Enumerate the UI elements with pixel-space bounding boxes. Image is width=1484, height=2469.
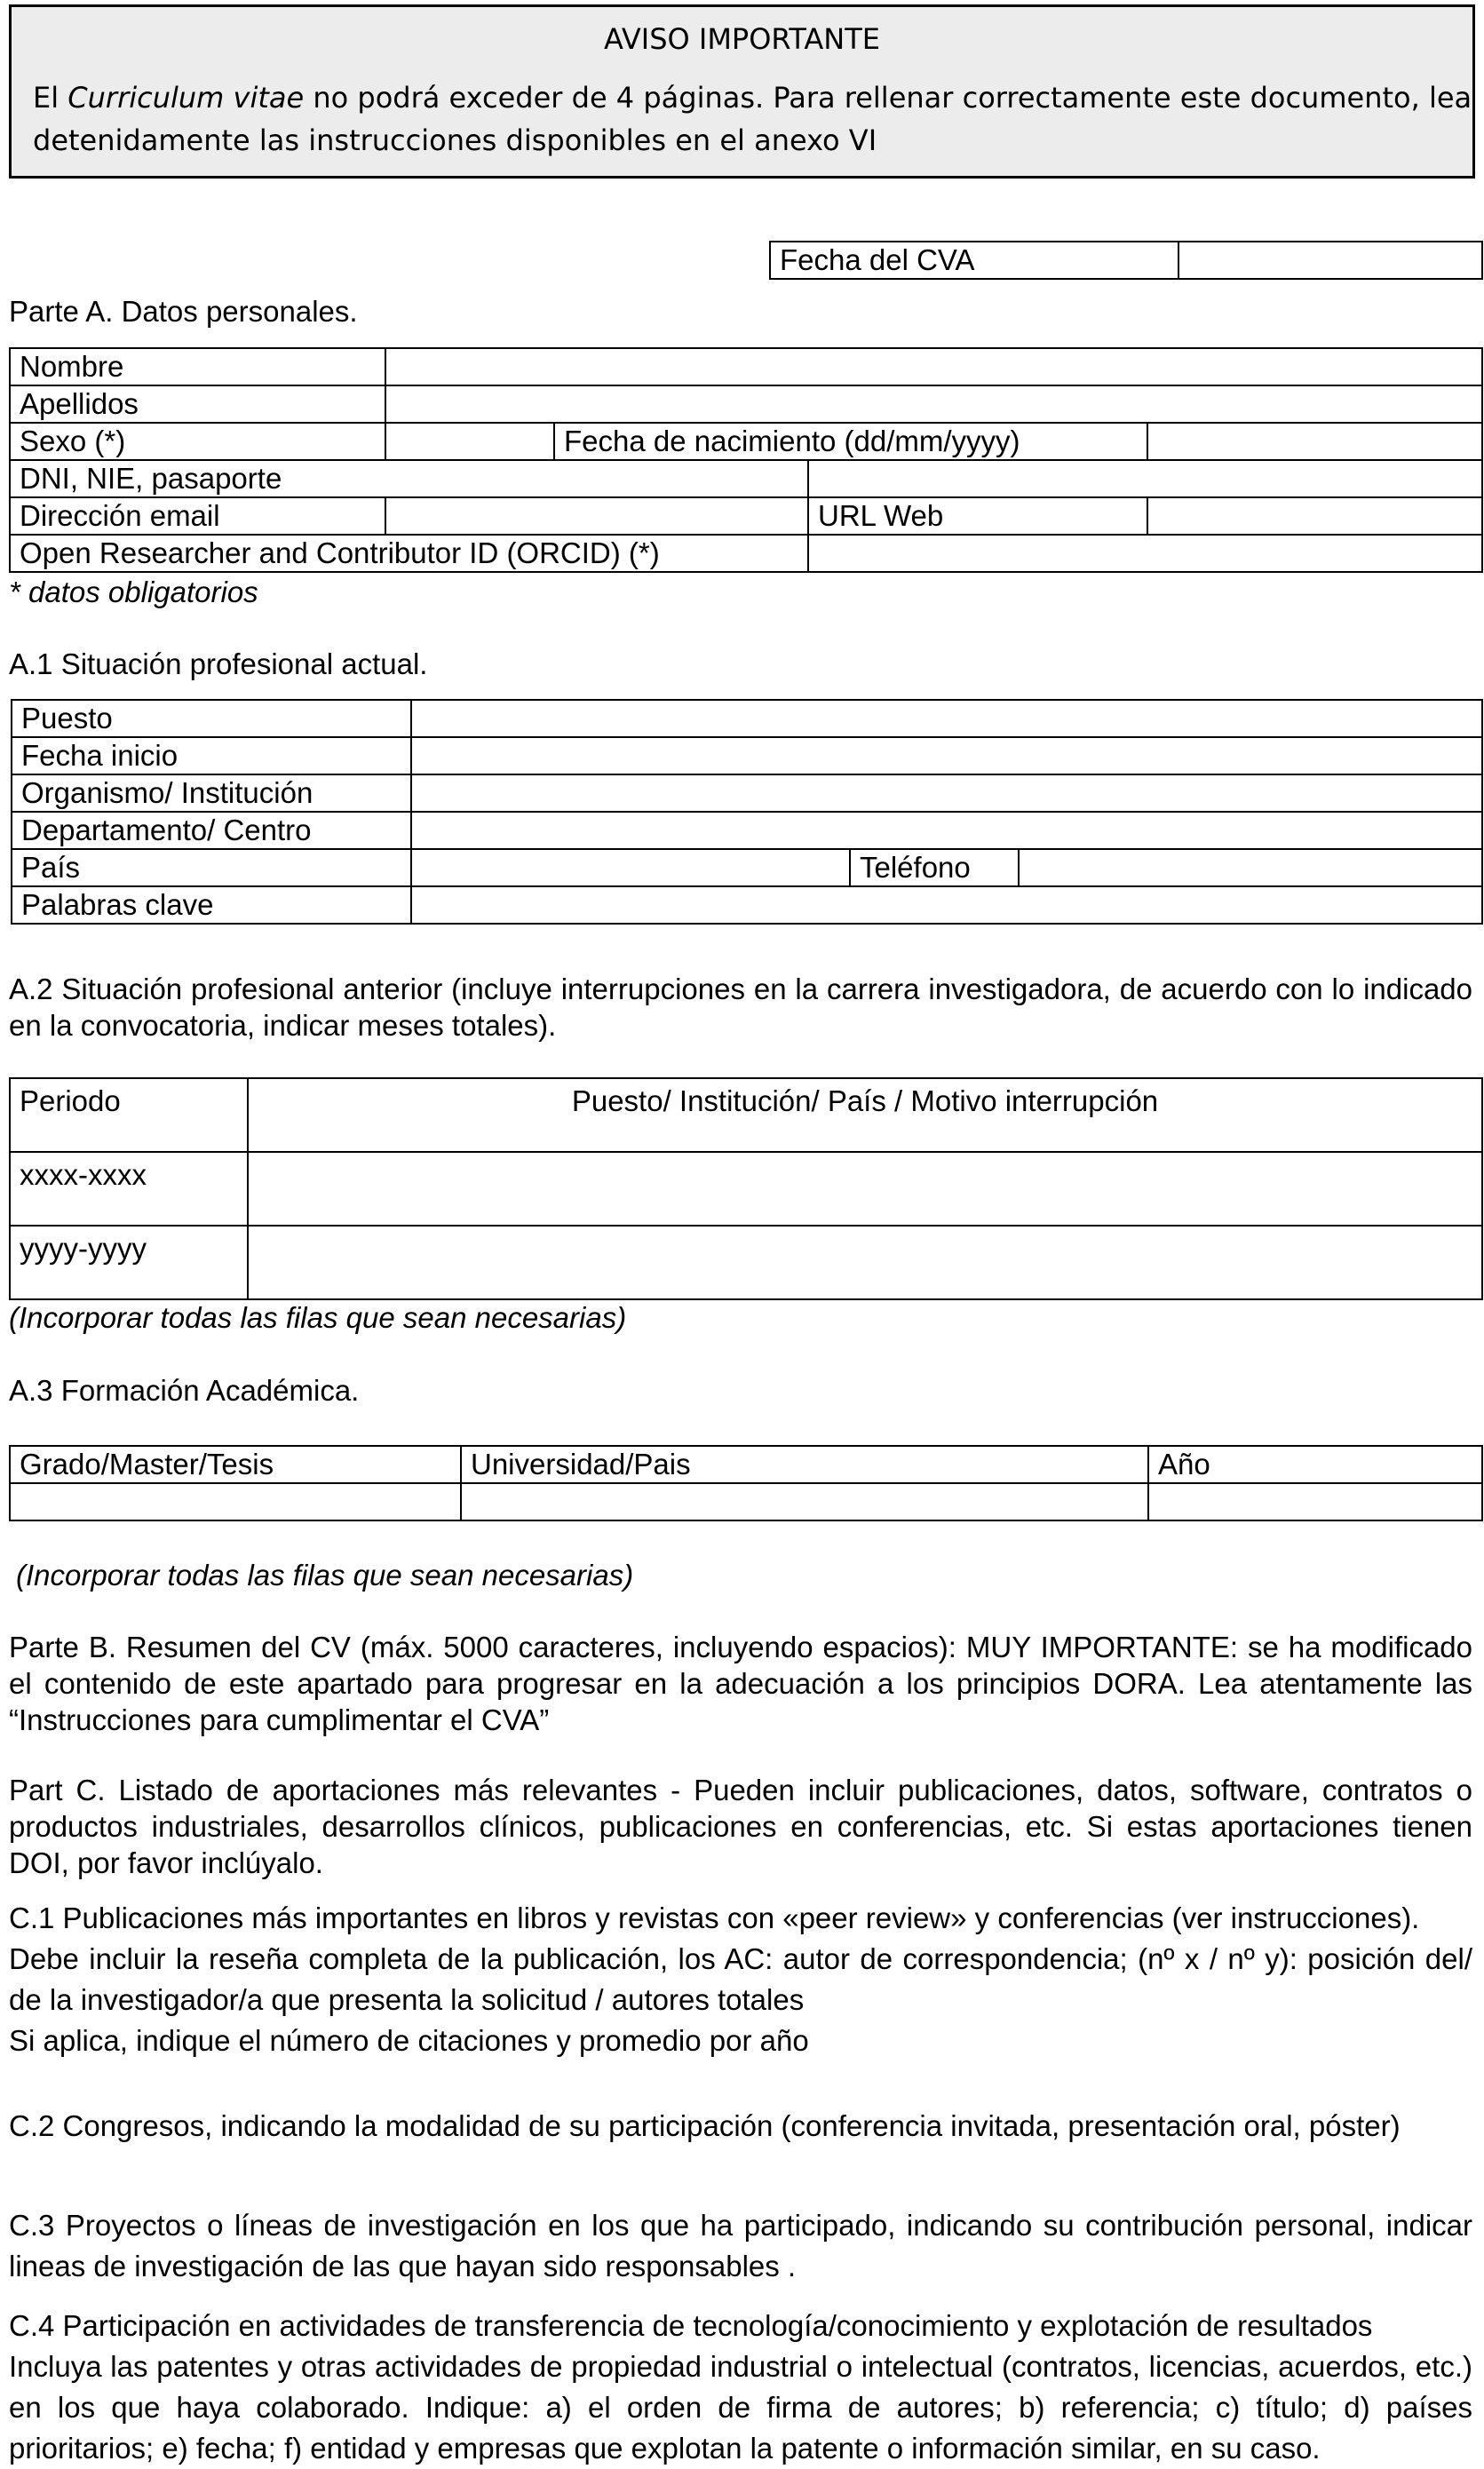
apellidos-label: Apellidos (10, 385, 385, 423)
part-a-heading: Parte A. Datos personales. (9, 295, 358, 328)
orcid-label: Open Researcher and Contributor ID (ORCID) (*) (10, 535, 808, 572)
email-label: Dirección email (10, 497, 385, 535)
periodo-cell[interactable]: xxxx-xxxx (10, 1152, 248, 1226)
c4-title: C.4 Participación en actividades de transferencia de tecnología/conocimiento y explotación de resultados (9, 2309, 1373, 2342)
a3-note: (Incorporar todas las filas que sean necesarias) (16, 1559, 634, 1592)
universidad-header: Universidad/Pais (461, 1446, 1148, 1483)
pais-input[interactable] (411, 849, 850, 886)
notice-text: El (33, 81, 68, 115)
c1-title: C.1 Publicaciones más importantes en libros y revistas con «peer review» y conferencias (ver instrucciones). (9, 1901, 1420, 1934)
notice-box (9, 4, 1475, 179)
sexo-input[interactable] (385, 423, 554, 460)
palabras-clave-input[interactable] (411, 886, 1482, 924)
required-note: * datos obligatorios (9, 576, 258, 608)
fecha-inicio-input[interactable] (411, 737, 1482, 774)
personal-data-table (9, 347, 1483, 573)
nombre-label: Nombre (10, 348, 385, 385)
url-input[interactable] (1147, 497, 1482, 535)
telefono-input[interactable] (1019, 849, 1482, 886)
email-input[interactable] (385, 497, 808, 535)
nombre-input[interactable] (385, 348, 1482, 385)
fecha-nacimiento-input[interactable] (1147, 423, 1482, 460)
anio-cell[interactable] (1148, 1483, 1482, 1520)
dni-label: DNI, NIE, pasaporte (10, 460, 808, 497)
part-c-text: Part C. Listado de aportaciones más relevantes - Pueden incluir publicaciones, datos, software, contratos o productos industriales, desarrollos clínicos, publicaciones en conferencias, etc. Si estas aportaciones tienen DOI, por favor inclúyalo. (9, 1774, 1472, 1879)
fecha-inicio-label: Fecha inicio (12, 737, 411, 774)
puesto-input[interactable] (411, 700, 1482, 737)
c3-text: C.3 Proyectos o líneas de investigación en los que ha participado, indicando su contribución personal, indicar lineas de investigación de las que hayan sido responsables . (9, 2209, 1472, 2282)
part-b-text: Parte B. Resumen del CV (máx. 5000 caracteres, incluyendo espacios): MUY IMPORTANTE: se ha modificado el contenido de este apartado para progresar en la adecuación a los principios DORA. Lea atentamente las “Instrucciones para cumplimentar el CVA” (9, 1631, 1472, 1736)
telefono-label: Teléfono (850, 849, 1019, 886)
puesto-cell[interactable] (248, 1152, 1482, 1226)
c1-citations: Si aplica, indique el número de citaciones y promedio por año (9, 2024, 809, 2057)
c1-instructions: Debe incluir la reseña completa de la publicación, los AC: autor de correspondencia; (nº x / nº y): posición del/ de la investigador/a que presenta la solicitud / autores totales (9, 1942, 1472, 2016)
departamento-input[interactable] (411, 812, 1482, 849)
a2-table (9, 1077, 1483, 1300)
organismo-input[interactable] (411, 774, 1482, 812)
c1-section (9, 1898, 1472, 2061)
a2-heading: A.2 Situación profesional anterior (incluye interrupciones en la carrera investigadora, de acuerdo con lo indicado en la convocatoria, indicar meses totales). (9, 973, 1472, 1042)
table-row (10, 1226, 1482, 1299)
grado-header: Grado/Master/Tesis (10, 1446, 461, 1483)
grado-cell[interactable] (10, 1483, 461, 1520)
sexo-label: Sexo (*) (10, 423, 385, 460)
puesto-header: Puesto/ Institución/ País / Motivo interrupción (248, 1078, 1482, 1152)
notice-text: detenidamente las instrucciones disponibles en el anexo VI (33, 123, 877, 157)
a1-table (11, 699, 1483, 925)
a3-table (9, 1445, 1483, 1521)
notice-text: no podrá exceder de 4 páginas. Para rellenar correctamente este documento, lea (304, 81, 1472, 115)
puesto-label: Puesto (12, 700, 411, 737)
c4-section (9, 2306, 1472, 2469)
periodo-cell[interactable]: yyyy-yyyy (10, 1226, 248, 1299)
notice-body (33, 76, 1472, 162)
dni-input[interactable] (808, 460, 1482, 497)
c4-instructions: Incluya las patentes y otras actividades de propiedad industrial o intelectual (contratos, licencias, acuerdos, etc.) en los que haya colaborado. Indique: a) el orden de firma de autores; b) referencia; c) título; d) países prioritarios; e) fecha; f) entidad y empresas que explotan la patente o información similar, en su caso. (9, 2350, 1472, 2465)
periodo-header: Periodo (10, 1078, 248, 1152)
pais-label: País (12, 849, 411, 886)
notice-title: AVISO IMPORTANTE (604, 22, 880, 56)
cva-date-label: Fecha del CVA (770, 242, 1178, 279)
palabras-clave-label: Palabras clave (12, 886, 411, 924)
table-row (10, 1483, 1482, 1520)
a1-heading: A.1 Situación profesional actual. (9, 647, 428, 680)
cva-date-table (769, 241, 1483, 280)
a3-heading: A.3 Formación Académica. (9, 1374, 360, 1407)
departamento-label: Departamento/ Centro (12, 812, 411, 849)
c2-text: C.2 Congresos, indicando la modalidad de su participación (conferencia invitada, presentación oral, póster) (9, 2109, 1401, 2142)
apellidos-input[interactable] (385, 385, 1482, 423)
a2-note: (Incorporar todas las filas que sean necesarias) (9, 1301, 627, 1334)
url-label: URL Web (808, 497, 1147, 535)
orcid-input[interactable] (808, 535, 1482, 572)
anio-header: Año (1148, 1446, 1482, 1483)
organismo-label: Organismo/ Institución (12, 774, 411, 812)
universidad-cell[interactable] (461, 1483, 1148, 1520)
fecha-nacimiento-label: Fecha de nacimiento (dd/mm/yyyy) (554, 423, 1147, 460)
cva-date-input[interactable] (1178, 242, 1482, 279)
puesto-cell[interactable] (248, 1226, 1482, 1299)
notice-italic-text: Curriculum vitae (67, 81, 305, 115)
table-row (10, 1152, 1482, 1226)
